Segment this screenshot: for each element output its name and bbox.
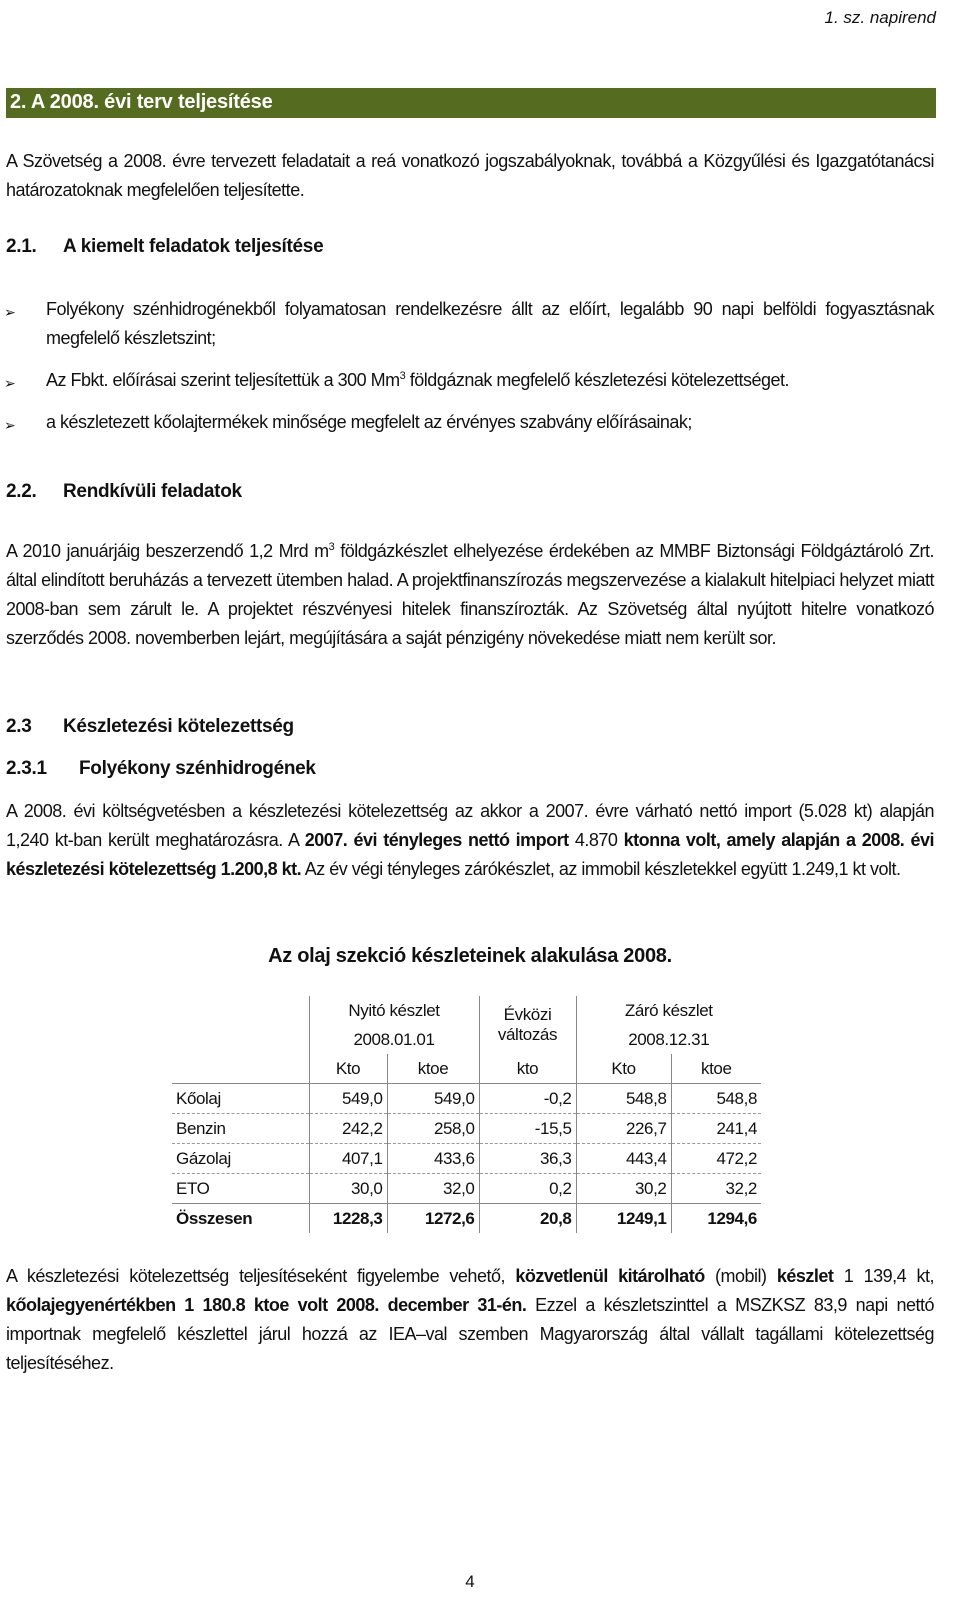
unit-cell: Kto [309, 1054, 387, 1084]
unit-cell: ktoe [671, 1054, 761, 1084]
table-cell: 258,0 [387, 1114, 479, 1144]
table-cell: 549,0 [309, 1084, 387, 1114]
heading-text: A kiemelt feladatok teljesítése [63, 236, 324, 257]
bold-text: kőolajegyenértékben 1 180.8 ktoe volt 2008. december 31-én. [6, 1295, 527, 1315]
bullet-text: földgáznak megfelelő készletezési kötelezettséget. [409, 370, 790, 390]
table-cell: 30,2 [576, 1174, 671, 1204]
bold-text: 2007. évi tényleges nettó import [304, 830, 569, 850]
heading-number: 2.3 [6, 716, 32, 737]
text: 4.870 [568, 830, 624, 850]
table-cell: 20,8 [479, 1204, 576, 1234]
bold-text: közvetlenül kitárolható [515, 1266, 705, 1286]
heading-2-2 [6, 481, 242, 503]
table-cell: 549,0 [387, 1084, 479, 1114]
table-cell: 407,1 [309, 1144, 387, 1174]
unit-cell: Kto [576, 1054, 671, 1084]
table-cell: 443,4 [576, 1144, 671, 1174]
heading-number: 2.2. [6, 481, 37, 502]
stock-table [172, 996, 761, 1233]
heading-text: Folyékony szénhidrogének [79, 758, 316, 779]
table-header-row [172, 1025, 761, 1054]
table-header-row [172, 996, 761, 1025]
heading-2-3 [6, 716, 294, 738]
table-row [172, 1174, 761, 1204]
bold-text: ktonna volt, amely alapján a 2008. évi készletezési kötelezettség 1.200,8 kt. [6, 830, 934, 879]
table-cell: 30,0 [309, 1174, 387, 1204]
text: Ezzel a készletszinttel a MSZKSZ 83,9 napi nettó importnak megfelelő készlettel járul hozzá az IEA–val szemben Magyarország által vállalt tagállami kötelezettség teljesítéséhez. [6, 1295, 934, 1373]
table-cell: 226,7 [576, 1114, 671, 1144]
header-nyito: Nyitó készlet [309, 996, 479, 1025]
table-cell: -0,2 [479, 1084, 576, 1114]
text: Az év végi tényleges zárókészlet, az immobil készletekkel együtt 1.249,1 kt volt. [301, 859, 901, 879]
heading-text: Rendkívüli feladatok [63, 481, 242, 502]
row-label: Benzin [172, 1114, 309, 1144]
bullet-item: a készletezett kőolajtermékek minősége megfelelt az érvényes szabvány előírásainak; [46, 412, 692, 432]
heading-number: 2.1. [6, 236, 37, 257]
table-cell: 1228,3 [309, 1204, 387, 1234]
heading-text: Készletezési kötelezettség [63, 716, 294, 737]
text: földgázkészlet elhelyezése érdekében az MMBF Biztonsági Földgáztároló Zrt. által elindított beruházás a tervezett ütemben halad. A projektfinanszírozás megszervezése a kialakult hitelpiaci helyzet miatt 2008-ban sem zárult le. A projektet részvényesi hitelek finanszírozták. Az Szövetség által nyújtott hitelre vonatkozó szerződés 2008. novemberben lejárt, megújítására a saját pénzigény növekedése miatt nem került sor. [6, 541, 934, 648]
table-cell: 241,4 [671, 1114, 761, 1144]
heading-2-1 [6, 236, 323, 258]
bullet-item [46, 366, 934, 395]
table-total-row [172, 1204, 761, 1234]
table-units-row [172, 1054, 761, 1084]
heading-2-3-1 [6, 758, 316, 780]
header-evkozi-line1: Évközi [503, 1005, 552, 1024]
header-zaro-date: 2008.12.31 [576, 1025, 761, 1054]
superscript: 3 [399, 370, 406, 382]
row-label: Kőolaj [172, 1084, 309, 1114]
row-label: Gázolaj [172, 1144, 309, 1174]
table-cell: 0,2 [479, 1174, 576, 1204]
unit-cell: kto [479, 1054, 576, 1084]
table-row [172, 1084, 761, 1114]
table-row [172, 1114, 761, 1144]
intro-paragraph: A Szövetség a 2008. évre tervezett feladatait a reá vonatkozó jogszabályoknak, továbbá a Közgyűlési és Igazgatótanácsi határozatoknak megfelelően teljesítette. [6, 151, 934, 200]
arrow-bullet-icon: ➢ [4, 304, 16, 320]
table-cell: 36,3 [479, 1144, 576, 1174]
row-label: ETO [172, 1174, 309, 1204]
arrow-bullet-icon: ➢ [4, 417, 16, 433]
table-cell: 433,6 [387, 1144, 479, 1174]
table-cell: 32,0 [387, 1174, 479, 1204]
table-cell: 1294,6 [671, 1204, 761, 1234]
bold-text: készlet [776, 1266, 834, 1286]
table-cell: 472,2 [671, 1144, 761, 1174]
page-number: 4 [465, 1572, 475, 1591]
header-evkozi-line2: változás [497, 1025, 558, 1044]
bullet-text: Az Fbkt. előírásai szerint teljesítettük a 300 Mm [46, 370, 400, 390]
text: A készletezési kötelezettség teljesítéseként figyelembe vehető, [6, 1266, 516, 1286]
bullet-item: Folyékony szénhidrogénekből folyamatosan rendelkezésre állt az előírt, legalább 90 napi belföldi fogyasztásnak megfelelő készletszint; [46, 299, 934, 348]
text: A 2008. évi költségvetésben a készletezési kötelezettség az akkor a 2007. évre várható nettó import (5.028 kt) alapján 1,240 kt-ban került meghatározásra. A [6, 801, 934, 850]
paragraph-2-2 [6, 537, 934, 653]
text: (mobil) [704, 1266, 777, 1286]
text: A 2010 januárjáig beszerzendő 1,2 Mrd m [6, 541, 329, 561]
table-cell: 548,8 [671, 1084, 761, 1114]
table-cell: 32,2 [671, 1174, 761, 1204]
unit-cell: ktoe [387, 1054, 479, 1084]
table-cell: 1249,1 [576, 1204, 671, 1234]
table-title: Az olaj szekció készleteinek alakulása 2008. [268, 945, 672, 967]
paragraph-2-3-1 [6, 797, 934, 884]
table-cell: 548,8 [576, 1084, 671, 1114]
heading-number: 2.3.1 [6, 758, 47, 779]
table-row [172, 1144, 761, 1174]
table-cell: 242,2 [309, 1114, 387, 1144]
table-cell: 1272,6 [387, 1204, 479, 1234]
section-header-band [6, 88, 936, 118]
arrow-bullet-icon: ➢ [4, 375, 16, 391]
header-zaro: Záró készlet [576, 996, 761, 1025]
row-label: Összesen [176, 1208, 253, 1228]
header-evkozi [479, 996, 576, 1054]
table-cell: -15,5 [479, 1114, 576, 1144]
section-title: 2. A 2008. évi terv teljesítése [10, 91, 273, 113]
superscript: 3 [328, 541, 335, 553]
text: 1 139,4 kt, [833, 1266, 934, 1286]
closing-paragraph [6, 1262, 934, 1378]
header-nyito-date: 2008.01.01 [309, 1025, 479, 1054]
napirend-label: 1. sz. napirend [824, 8, 936, 27]
